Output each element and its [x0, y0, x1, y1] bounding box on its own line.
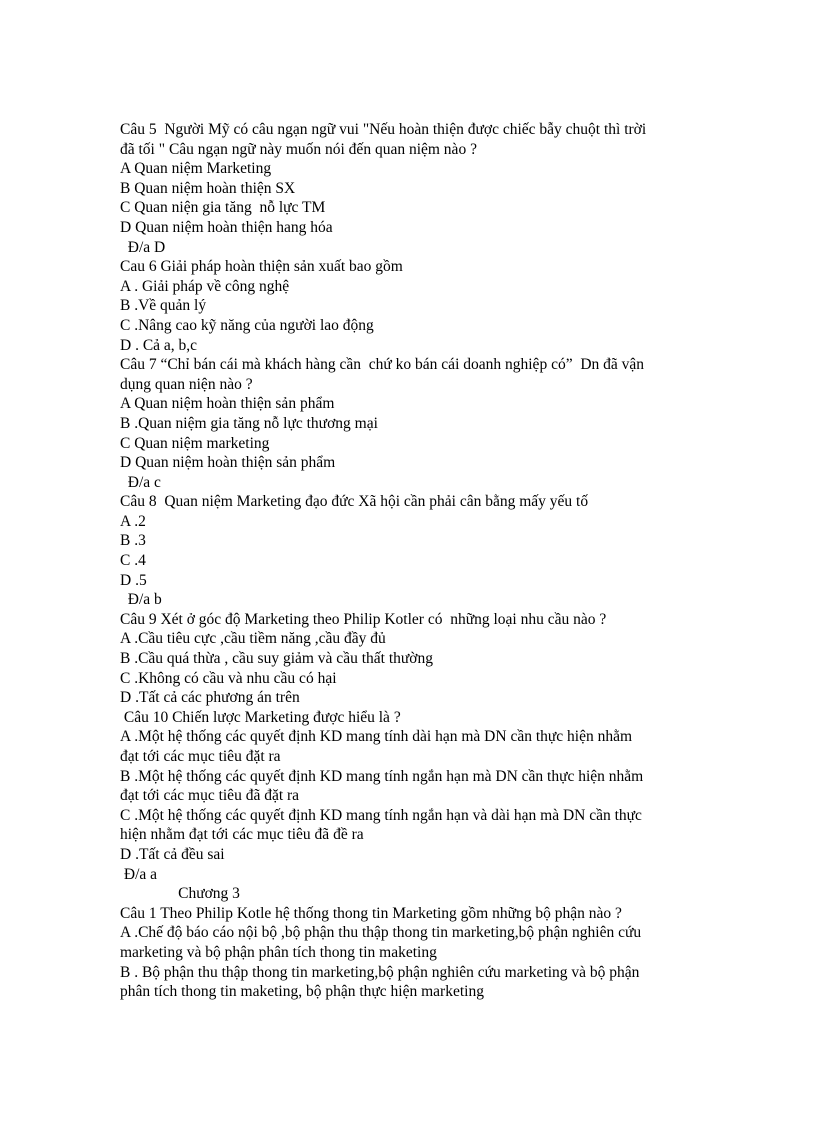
- text-line: C Quan niện gia tăng nỗ lực TM: [120, 199, 326, 217]
- text-line: D .Tất cả đều sai: [120, 845, 225, 863]
- text-line: Đ/a c: [120, 473, 161, 491]
- text-line: B .Quan niệm gia tăng nỗ lực thương mại: [120, 414, 378, 432]
- text-line: hiện nhằm đạt tới các mục tiêu đã đề ra: [120, 826, 364, 844]
- document-body: [120, 120, 720, 1002]
- text-line: D .Tất cả các phương án trên: [120, 689, 300, 707]
- text-line: B . Bộ phận thu thập thong tin marketing,bộ phận nghiên cứu marketing và bộ phận: [120, 963, 640, 981]
- text-line: D Quan niệm hoàn thiện sản phẩm: [120, 454, 336, 472]
- text-line: B .3: [120, 532, 146, 550]
- text-line: Câu 8 Quan niệm Marketing đạo đức Xã hội cần phải cân bằng mấy yếu tố: [120, 493, 589, 511]
- text-line: dụng quan niện nào ?: [120, 375, 253, 393]
- text-line: marketing và bộ phận phân tích thong tin maketing: [120, 943, 437, 961]
- chapter-heading: Chương 3: [120, 885, 240, 903]
- text-line: Đ/a a: [120, 865, 158, 883]
- text-line: đạt tới các mục tiêu đặt ra: [120, 748, 281, 765]
- text-line: Đ/a b: [120, 591, 162, 609]
- text-line: A Quan niệm Marketing: [120, 160, 272, 178]
- text-line: C .Không có cầu và nhu cầu có hại: [120, 669, 337, 687]
- text-line: A . Giải pháp về công nghệ: [120, 277, 290, 295]
- text-line: C .4: [120, 552, 146, 570]
- text-line: A .Một hệ thống các quyết định KD mang tính dài hạn mà DN cần thực hiện nhằm: [120, 728, 633, 746]
- text-line: C .Một hệ thống các quyết định KD mang tính ngắn hạn và dài hạn mà DN cần thực: [120, 806, 642, 824]
- text-line: D . Cả a, b,c: [120, 336, 198, 354]
- text-line: đạt tới các mục tiêu đã đặt ra: [120, 787, 300, 805]
- text-line: Câu 9 Xét ở góc độ Marketing theo Philip Kotler có những loại nhu cầu nào ?: [120, 610, 607, 628]
- text-line: A .2: [120, 512, 146, 530]
- text-line: B .Một hệ thống các quyết định KD mang tính ngắn hạn mà DN cần thực hiện nhằm: [120, 767, 644, 785]
- text-line: D Quan niệm hoàn thiện hang hóa: [120, 218, 333, 236]
- text-line: A Quan niệm hoàn thiện sản phẩm: [120, 395, 335, 413]
- text-line: A .Chế độ báo cáo nội bộ ,bộ phận thu thập thong tin marketing,bộ phận nghiên cứu: [120, 924, 642, 942]
- text-line: Câu 10 Chiến lược Marketing được hiểu là ?: [120, 708, 401, 726]
- text-line: D .5: [120, 571, 147, 589]
- text-line: Câu 5 Người Mỹ có câu ngạn ngữ vui "Nếu hoàn thiện được chiếc bẫy chuột thì trời: [120, 121, 647, 138]
- text-line: A .Cầu tiêu cực ,cầu tiềm năng ,cầu đầy đủ: [120, 630, 386, 648]
- text-line: Câu 7 “Chỉ bán cái mà khách hàng cần chứ ko bán cái doanh nghiệp có” Dn đã vận: [120, 356, 645, 374]
- text-line: B .Cầu quá thừa , cầu suy giảm và cầu thất thường: [120, 650, 433, 668]
- text-line: Đ/a D: [120, 238, 166, 256]
- text-line: C Quan niệm marketing: [120, 434, 270, 452]
- text-line: đã tối " Câu ngạn ngữ này muốn nói đến quan niệm nào ?: [120, 140, 477, 158]
- text-line: C .Nâng cao kỹ năng của người lao động: [120, 316, 374, 334]
- text-line: Cau 6 Giải pháp hoàn thiện sản xuất bao gồm: [120, 258, 403, 276]
- text-line: B .Về quản lý: [120, 297, 207, 315]
- text-line: phân tích thong tin maketing, bộ phận thực hiện marketing: [120, 983, 484, 1001]
- text-line: Câu 1 Theo Philip Kotle hệ thống thong tin Marketing gồm những bộ phận nào ?: [120, 904, 622, 922]
- text-line: B Quan niệm hoàn thiện SX: [120, 179, 296, 197]
